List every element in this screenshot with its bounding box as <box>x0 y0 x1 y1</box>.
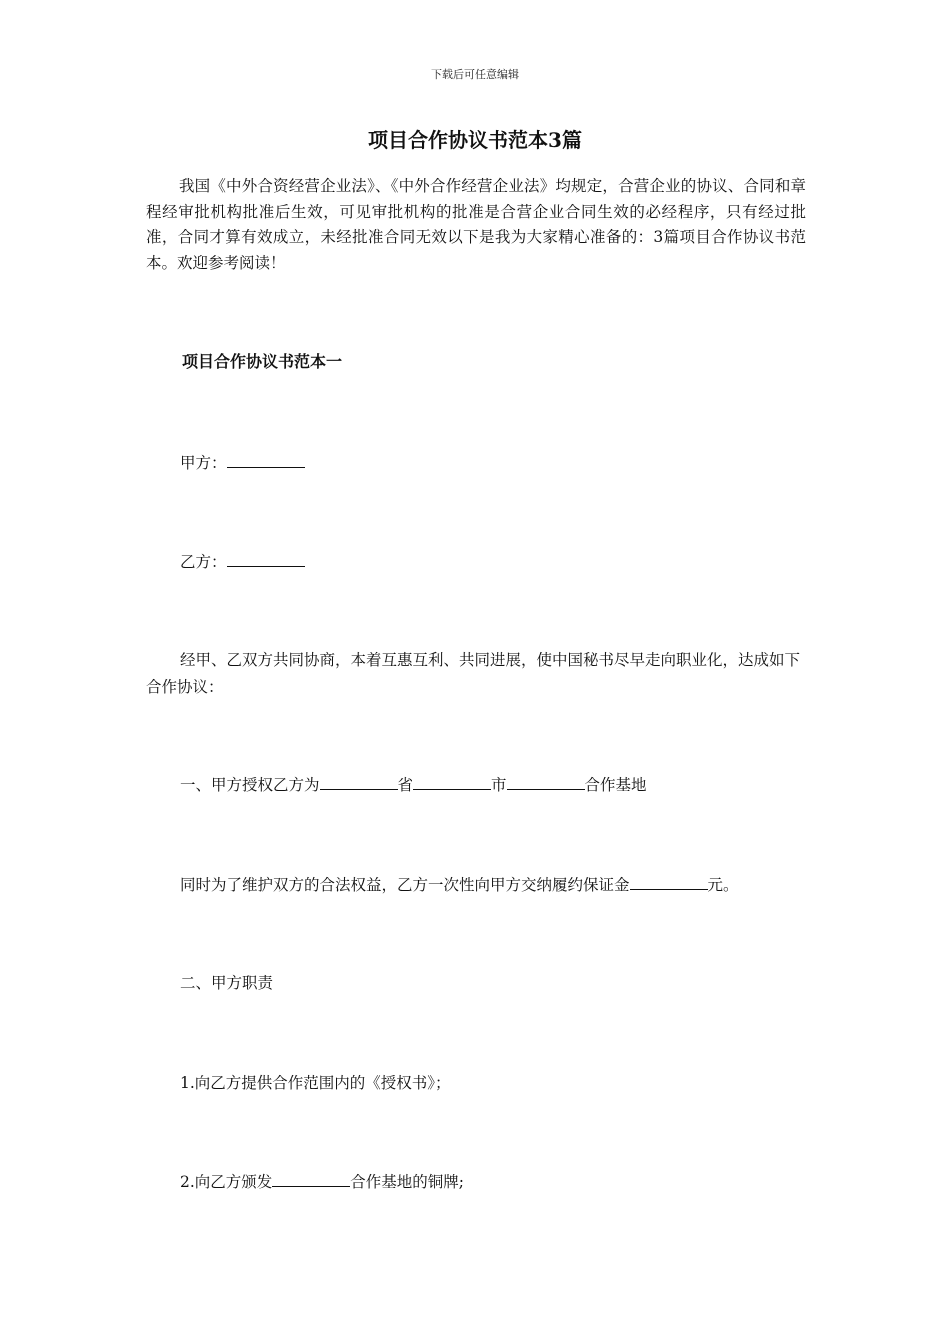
city-label: 市 <box>491 776 507 794</box>
section-heading-one: 项目合作协议书范本一 <box>182 352 343 371</box>
intro-paragraph: 我国《中外合资经营企业法》、《中外合作经营企业法》均规定，合营企业的协议、合同和章程经审批机构批准后生效，可见审批机构的批准是合营企业合同生效的必经程序，只有经过批准，合同才算有效成立，未经批准合同无效以下是我为大家精心准备的：3篇项目合作协议书范本。欢迎参考阅读！ <box>146 177 806 272</box>
party-a-label: 甲方： <box>180 454 227 472</box>
agreement-paragraph: 经甲、乙双方共同协商，本着互惠互利、共同进展，使中国秘书尽早走向职业化，达成如下合作协议： <box>146 651 801 696</box>
party-b-blank <box>227 552 305 567</box>
deposit-prefix: 同时为了维护双方的合法权益，乙方一次性向甲方交纳履约保证金 <box>180 876 630 894</box>
download-note: 下载后可任意编辑 <box>431 68 519 81</box>
clause-one-line <box>180 773 647 795</box>
party-a-line <box>180 451 305 473</box>
deposit-suffix: 元。 <box>707 876 739 894</box>
province-blank <box>320 775 398 790</box>
list-item-one: 1.向乙方提供合作范围内的《授权书》； <box>180 1074 451 1092</box>
item-two-blank <box>272 1172 350 1187</box>
document-title: 项目合作协议书范本3篇 <box>368 128 582 152</box>
deposit-amount-blank <box>630 875 708 890</box>
party-a-blank <box>227 453 305 468</box>
party-b-line <box>180 550 305 572</box>
deposit-line <box>180 873 739 895</box>
item-two-prefix: 2.向乙方颁发 <box>180 1173 273 1191</box>
clause-one-suffix: 合作基地 <box>584 776 647 794</box>
list-item-two <box>180 1170 464 1192</box>
party-b-label: 乙方： <box>180 553 227 571</box>
city-blank <box>413 775 491 790</box>
clause-two-heading: 二、甲方职责 <box>180 974 274 992</box>
province-label: 省 <box>397 776 414 794</box>
base-blank <box>507 775 585 790</box>
item-two-suffix: 合作基地的铜牌; <box>350 1173 465 1191</box>
clause-one-prefix: 一、甲方授权乙方为 <box>180 776 320 794</box>
